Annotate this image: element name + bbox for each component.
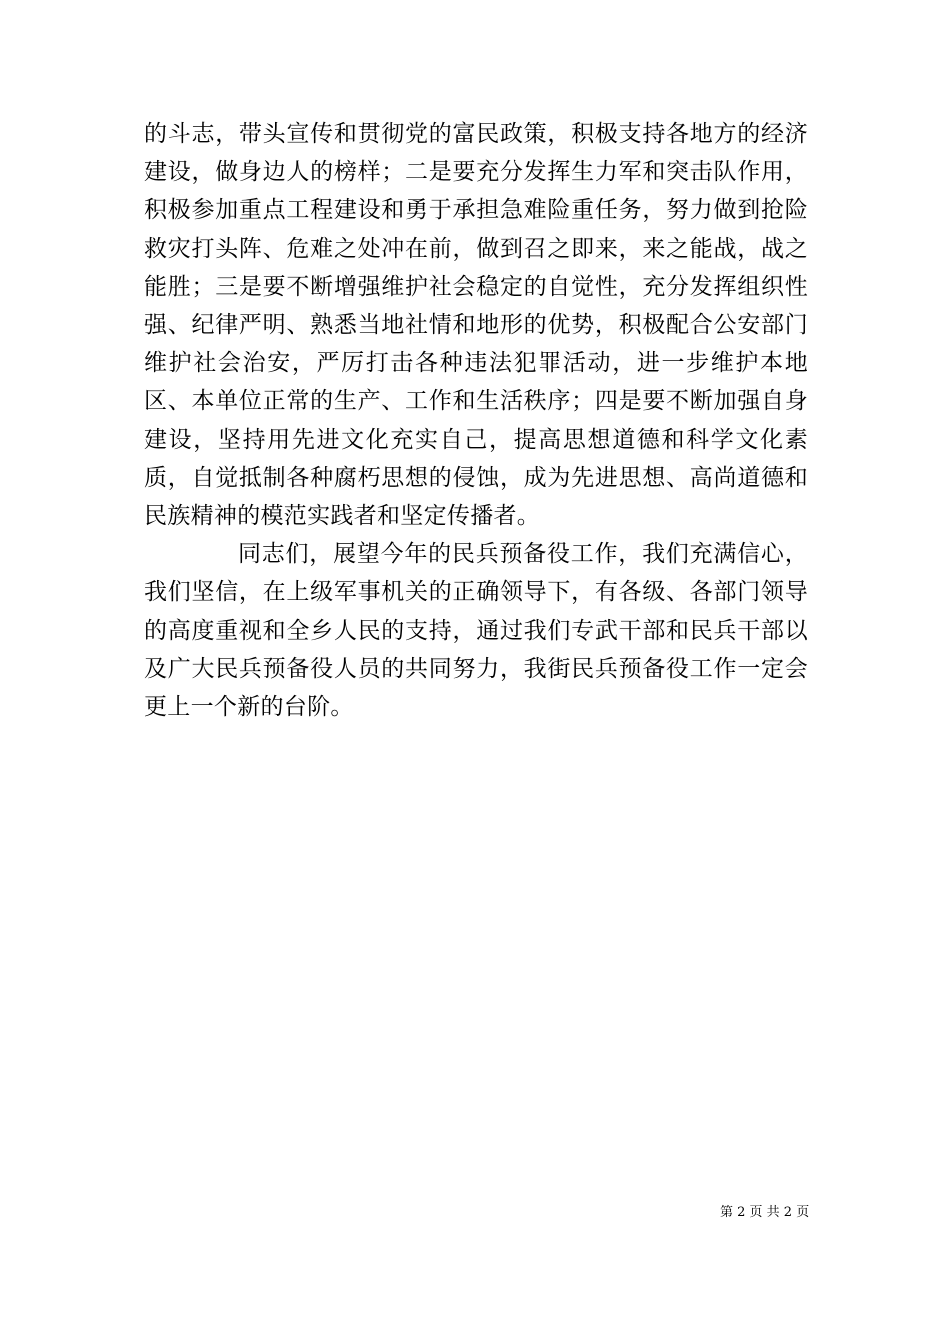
- page-number-footer: 第 2 页 共 2 页: [720, 1205, 810, 1220]
- document-body: [144, 115, 808, 726]
- paragraph-2: 同志们，展望今年的民兵预备役工作，我们充满信心，我们坚信，在上级军事机关的正确领导下，有各级、各部门领导的高度重视和全乡人民的支持，通过我们专武干部和民兵干部以及广大民兵预备役人员的共同努力，我街民兵预备役工作一定会更上一个新的台阶。: [144, 541, 808, 721]
- paragraph-1: 的斗志，带头宣传和贯彻党的富民政策，积极支持各地方的经济建设，做身边人的榜样；二是要充分发挥生力军和突击队作用，积极参加重点工程建设和勇于承担急难险重任务，努力做到抢险救灾打头阵、危难之处冲在前，做到召之即来，来之能战，战之能胜；三是要不断增强维护社会稳定的自觉性，充分发挥组织性强、纪律严明、熟悉当地社情和地形的优势，积极配合公安部门维护社会治安，严厉打击各种违法犯罪活动，进一步维护本地区、本单位正常的生产、工作和生活秩序；四是要不断加强自身建设，坚持用先进文化充实自己，提高思想道德和科学文化素质，自觉抵制各种腐朽思想的侵蚀，成为先进思想、高尚道德和民族精神的模范实践者和坚定传播者。: [144, 121, 808, 530]
